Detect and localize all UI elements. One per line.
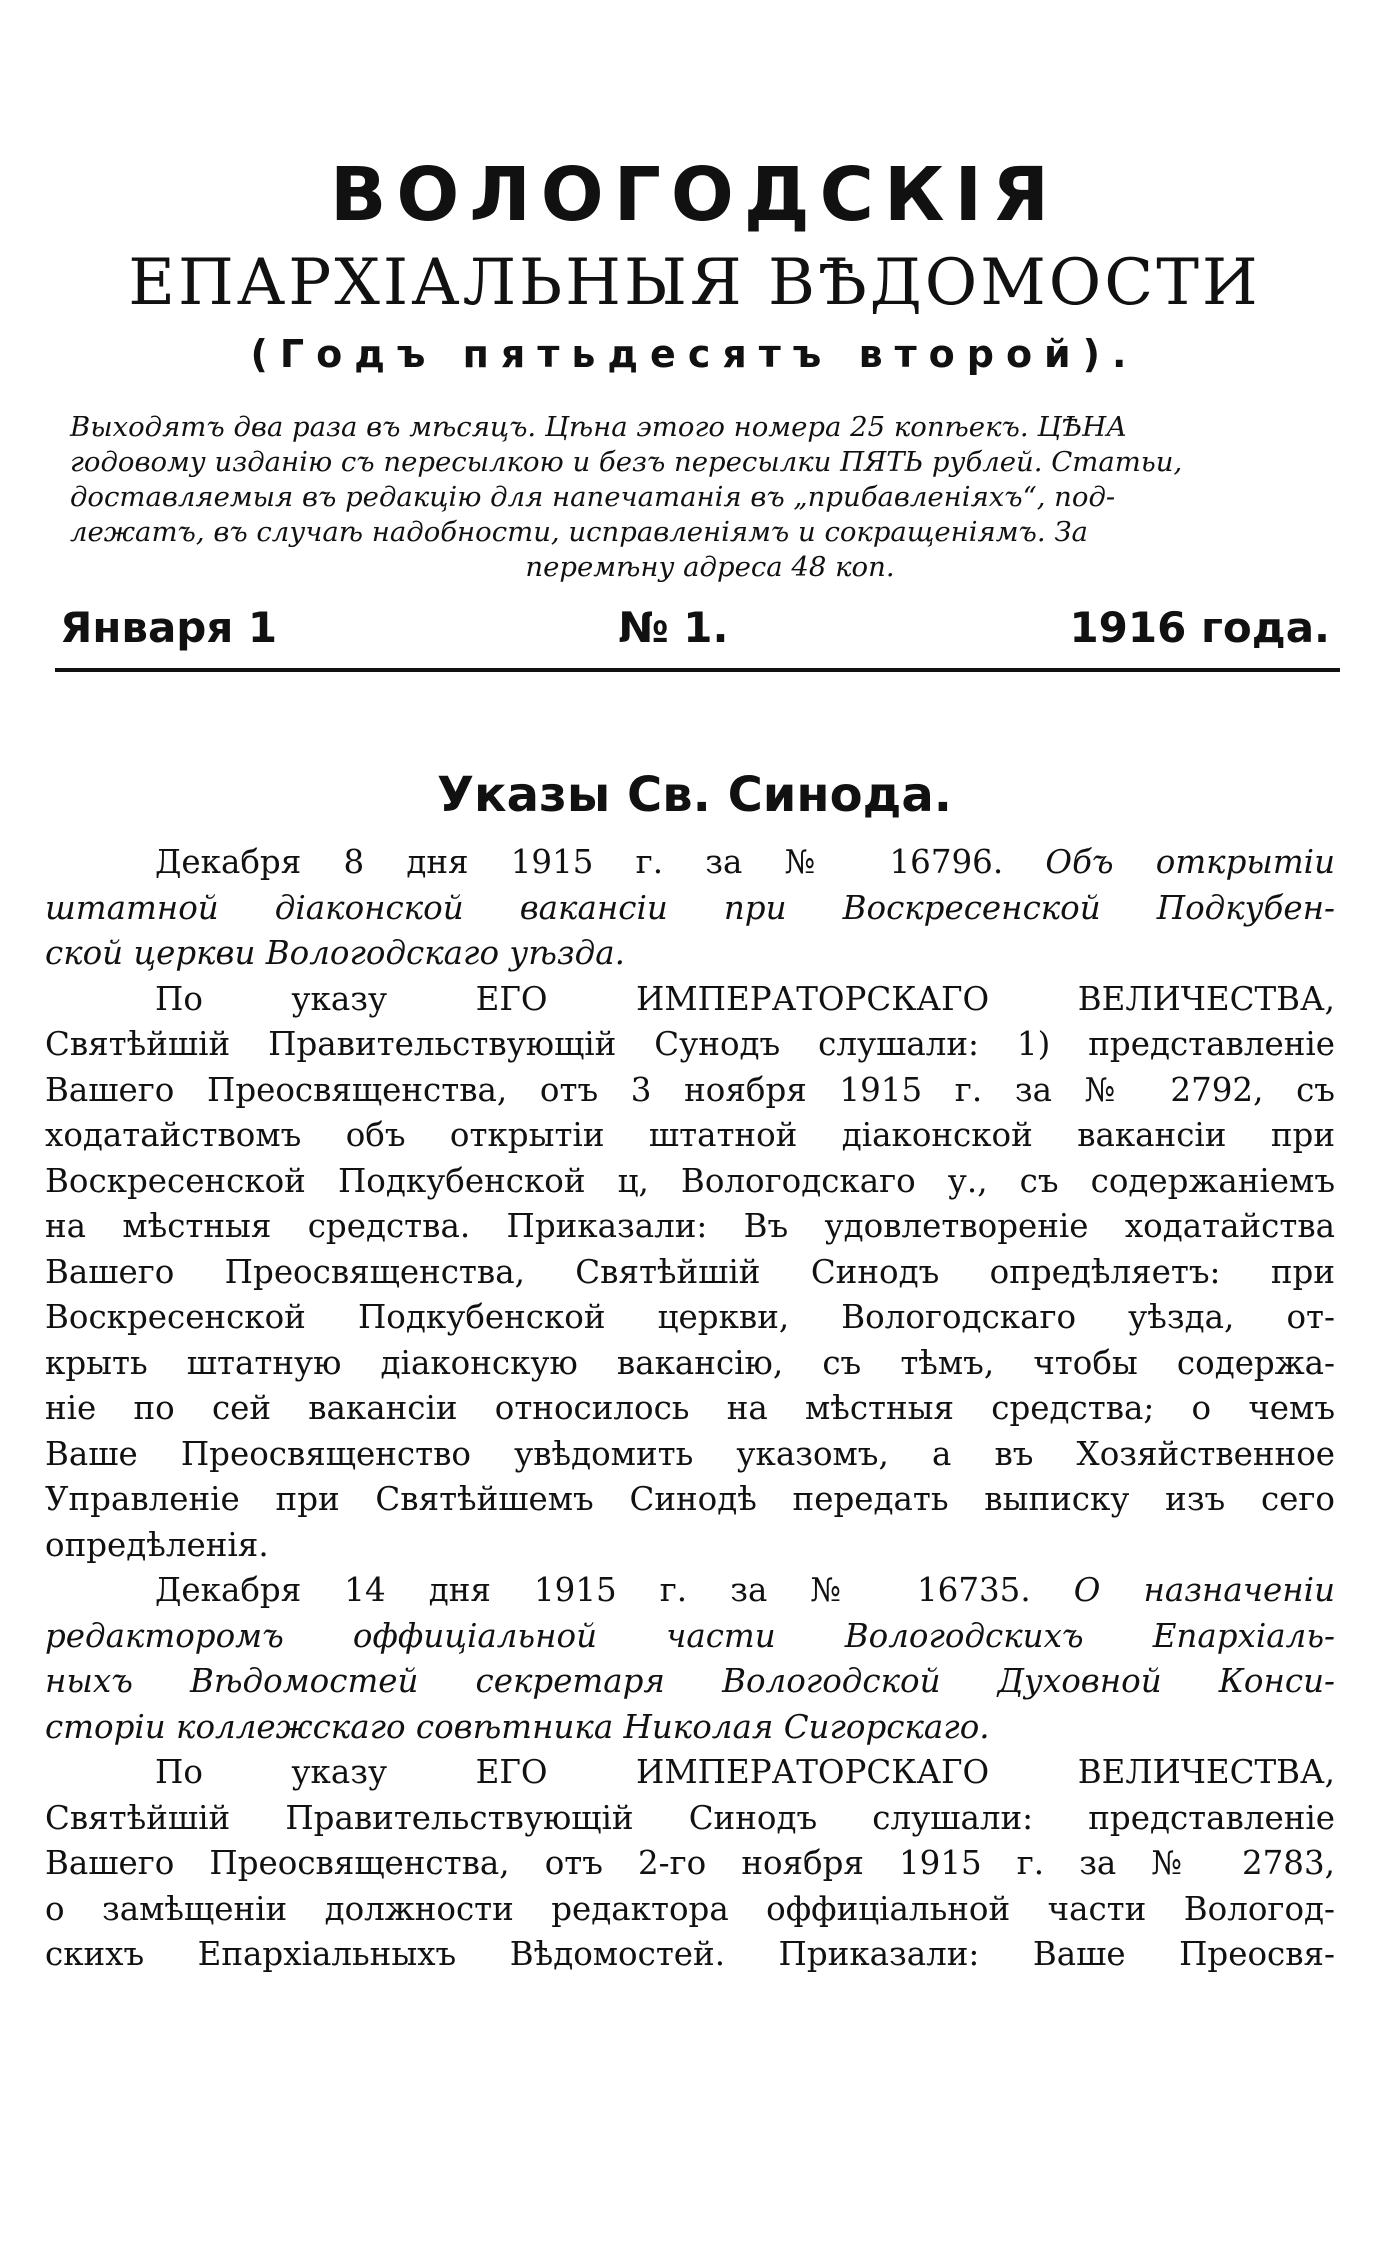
issue-number: № 1. [618,603,729,652]
decree-text-line: Ваше Преосвященство увѣдомить указомъ, а въ Хозяйственное [45,1434,1335,1473]
decree-heading: Декабря 8 дня 1915 г. за № 16796. Объ открытіи [155,843,1335,881]
decree-heading: Декабря 14 дня 1915 г. за № 16735. О назначеніи [155,1571,1335,1609]
decree-text-line: опредѣленія. [45,1525,269,1564]
article-body [45,840,1335,1978]
decree-text-line: По указу ЕГО ИМПЕРАТОРСКАГО ВЕЛИЧЕСТВА, [155,979,1335,1018]
journal-year: (Годъ пятьдесятъ второй). [250,332,1139,376]
header-rule [55,668,1340,672]
decree-heading: ской церкви Вологодскаго уѣзда. [45,934,625,972]
section-title: Указы Св. Синода. [437,767,952,823]
notice-line: лежатъ, въ случаѣ надобности, исправленіямъ и сокращеніямъ. За [70,516,1088,548]
masthead [0,150,1389,382]
notice-line: Выходятъ два раза въ мѣсяцъ. Цѣна этого номера 25 копѣекъ. ЦѢНА [70,411,1128,443]
decree-text-line: ніе по сей вакансіи относилось на мѣстныя средства; о чемъ [45,1389,1335,1427]
notice-line: годовому изданію съ пересылкою и безъ пересылки ПЯТЬ рублей. Статьи, [70,446,1183,478]
subscription-notice [70,410,1350,585]
decree-text-line: скихъ Епархіальныхъ Вѣдомостей. Приказали: Ваше Преосвя- [45,1935,1335,1973]
decree-heading: сторіи коллежскаго совѣтника Николая Сигорскаго. [45,1707,990,1746]
decree-text-line: ходатайствомъ объ открытіи штатной діаконской вакансіи при [45,1116,1335,1154]
decree-heading: ныхъ Вѣдомостей секретаря Вологодской Духовной Конси- [45,1662,1335,1700]
issue-dateline [60,600,1330,656]
notice-line: перемѣну адреса 48 коп. [525,551,895,583]
decree-text-line: Воскресенской Подкубенской церкви, Вологодскаго уѣзда, от- [45,1298,1335,1336]
journal-subtitle: ЕПАРХІАЛЬНЫЯ ВѢДОМОСТИ [128,246,1261,320]
decree-text-line: Воскресенской Подкубенской ц, Вологодскаго у., съ содержаніемъ [45,1161,1335,1200]
decree-text-line: Вашего Преосвященства, отъ 2-го ноября 1915 г. за № 2783, [45,1844,1335,1882]
decree-text-line: По указу ЕГО ИМПЕРАТОРСКАГО ВЕЛИЧЕСТВА, [155,1753,1335,1791]
decree-heading: штатной діаконской вакансіи при Воскресенской Подкубен- [45,888,1335,927]
journal-title: ВОЛОГОДСКІЯ [330,152,1059,238]
decree-text-line: Святѣйшій Правительствующій Синодъ слушали: представленіе [45,1798,1335,1837]
notice-line: доставляемыя въ редакцію для напечатанія въ „прибавленіяхъ“, под- [70,481,1116,513]
decree-text-line: о замѣщеніи должности редактора оффиціальной части Вологод- [45,1889,1335,1928]
decree-text-line: Святѣйшій Правительствующій Сунодъ слушали: 1) представленіе [45,1025,1335,1063]
decree-text-line: крыть штатную діаконскую вакансію, съ тѣмъ, чтобы содержа- [45,1343,1335,1382]
decree-text-line: на мѣстныя средства. Приказали: Въ удовлетвореніе ходатайства [45,1207,1335,1245]
decree-text-line: Вашего Преосвященства, Святѣйшій Синодъ опредѣляетъ: при [45,1252,1335,1291]
decree-text-line: Управленіе при Святѣйшемъ Синодѣ передать выписку изъ сего [45,1480,1335,1518]
decree-text-line: Вашего Преосвященства, отъ 3 ноября 1915 г. за № 2792, съ [45,1070,1335,1109]
decree-heading: редакторомъ оффиціальной части Вологодскихъ Епархіаль- [45,1616,1335,1655]
issue-year: 1916 года. [1069,603,1330,652]
issue-date: Января 1 [60,603,278,652]
